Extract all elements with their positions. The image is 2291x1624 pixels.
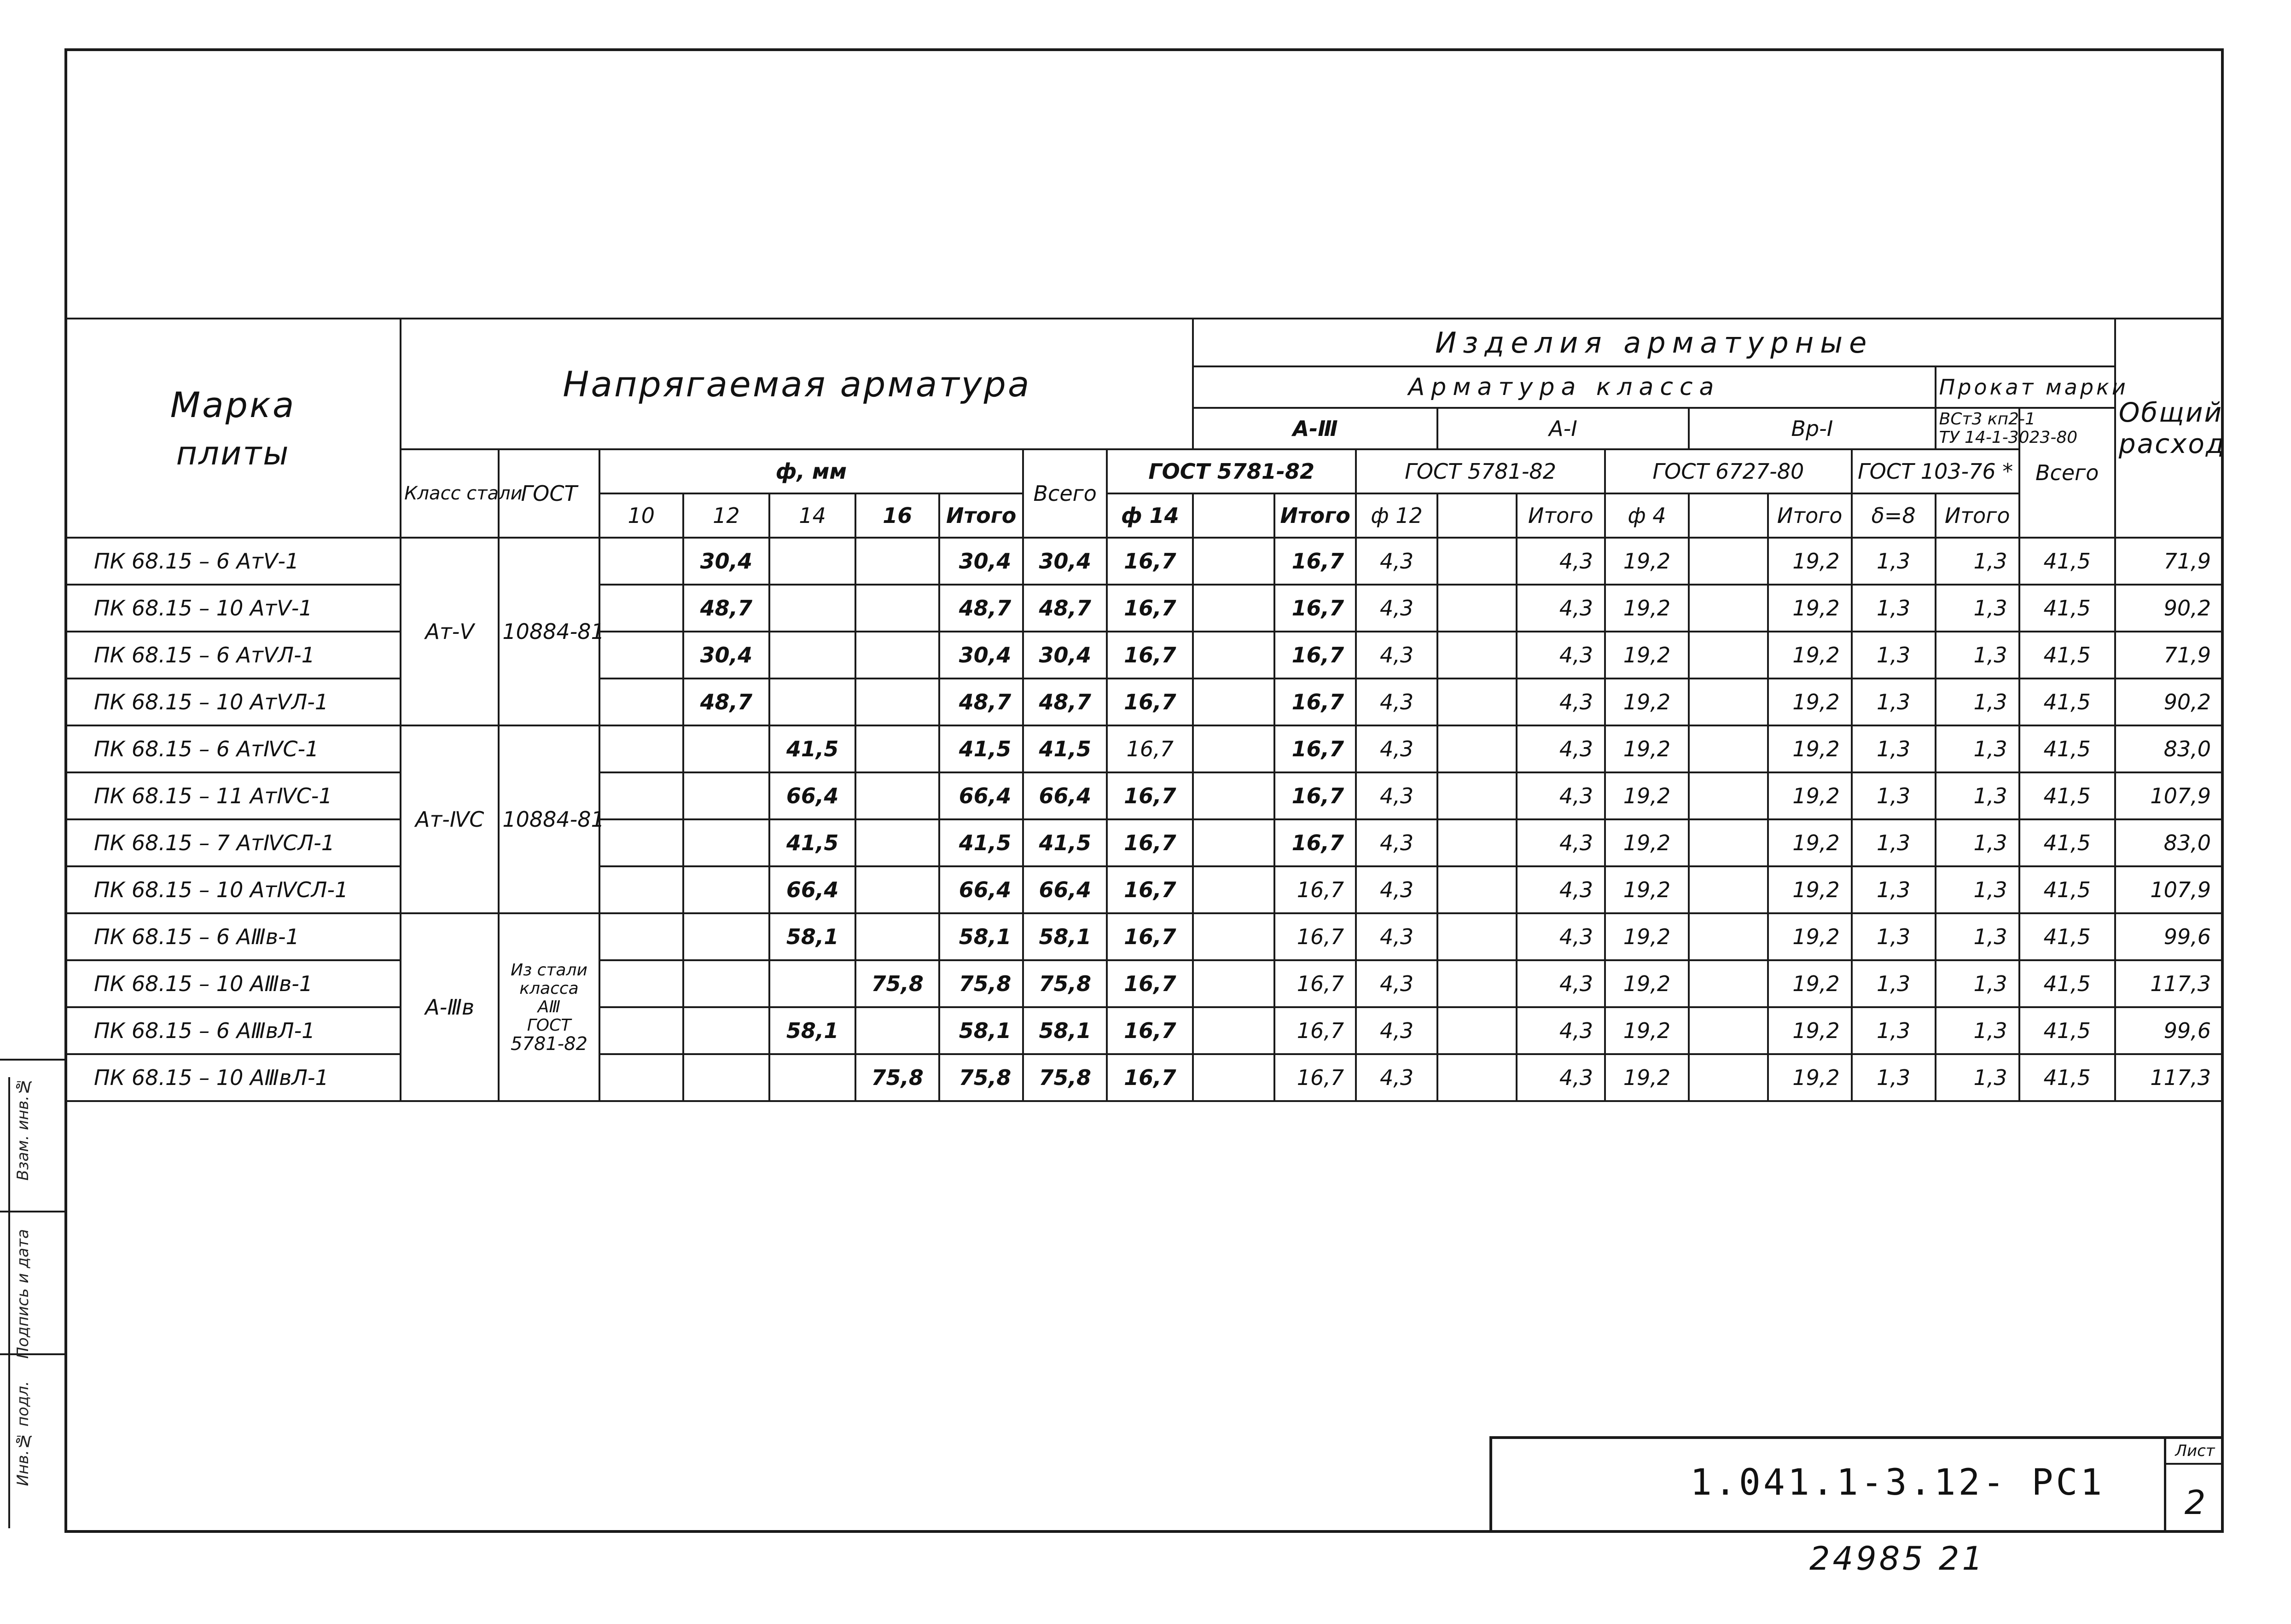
header-itogo-prokat: Итого bbox=[1936, 493, 2019, 538]
header-itogo-a1: Итого bbox=[1517, 493, 1605, 538]
group-klass: А-Ⅲв bbox=[401, 913, 499, 1101]
header-phi-mm: ф, мм bbox=[599, 449, 1023, 493]
header-phi4: ф 4 bbox=[1605, 493, 1689, 538]
table-row: ПК 68.15 – 10 АⅢв-1 75,8 75,8 75,8 16,7 16,7 4,3 4,3 19,2 19,2 1,3 1,3 41,5 117,3 bbox=[65, 960, 2223, 1007]
header-prokat-grade: ВСт3 кп2-1 ТУ 14-1-3023-80 bbox=[1936, 408, 2019, 449]
header-gost-prokat: ГОСТ 103-76 * bbox=[1852, 449, 2019, 493]
document-code: 1.041.1-3.12- РС1 bbox=[1690, 1462, 2105, 1503]
header-gost-a1: ГОСТ 5781-82 bbox=[1356, 449, 1605, 493]
header-vsego: Всего bbox=[2019, 408, 2115, 538]
header-gost-a3: ГОСТ 5781-82 bbox=[1107, 449, 1356, 493]
table-row: ПК 68.15 – 6 АтⅣС-1 Ат-ⅣС 10884-81 41,5 41,5 41,5 16,7 16,7 4,3 4,3 19,2 19,2 1,3 1,3 41,5 83,0 bbox=[65, 725, 2223, 772]
table-row: ПК 68.15 – 6 АⅢв-1 А-Ⅲв Из стали класса АⅢ ГОСТ 5781-82 58,1 58,1 58,1 16,7 16,7 4,3 4,3 19,2 19,2 1,3 1,3 41,5 99,6 bbox=[65, 913, 2223, 960]
sheet-box bbox=[2164, 1439, 2224, 1533]
header-klass-stali: Класс стали bbox=[401, 449, 499, 538]
group-gost: Из стали класса АⅢ ГОСТ 5781-82 bbox=[499, 913, 599, 1101]
sheet-number: 2 bbox=[2184, 1483, 2206, 1522]
table-row: ПК 68.15 – 6 АтⅤЛ-1 30,4 30,4 30,4 16,7 16,7 4,3 4,3 19,2 19,2 1,3 1,3 41,5 71,9 bbox=[65, 632, 2223, 679]
table-row: ПК 68.15 – 10 АⅢвЛ-1 75,8 75,8 75,8 16,7 16,7 4,3 4,3 19,2 19,2 1,3 1,3 41,5 117,3 bbox=[65, 1054, 2223, 1101]
header-armatura-klassa: Арматура класса bbox=[1193, 366, 1935, 408]
header-phi14: ф 14 bbox=[1107, 493, 1193, 538]
group-gost: 10884-81 bbox=[499, 725, 599, 913]
title-block bbox=[1489, 1436, 2224, 1533]
reinforcement-spec-table bbox=[64, 318, 2224, 1102]
header-class-bp1: Вр-Ⅰ bbox=[1689, 408, 1936, 449]
table-row: ПК 68.15 – 6 АтⅤ-1 Ат-Ⅴ 10884-81 30,4 30,4 30,4 16,7 16,7 4,3 4,3 19,2 19,2 1,3 1,3 41,5 71,9 bbox=[65, 538, 2223, 585]
header-a1-blank bbox=[1437, 493, 1517, 538]
header-vsego-prestressed: Всего bbox=[1023, 449, 1107, 538]
header-prestressed: Напрягаемая арматура bbox=[401, 319, 1193, 449]
header-products: Изделия арматурные bbox=[1193, 319, 2115, 366]
group-klass: Ат-Ⅴ bbox=[401, 538, 499, 725]
inventory-number: 24985 21 bbox=[1809, 1540, 1986, 1578]
side-label-sign: Подпись и дата bbox=[14, 1229, 32, 1359]
header-marka: Марка плиты bbox=[65, 319, 401, 538]
header-d14: 14 bbox=[769, 493, 855, 538]
header-delta8: δ=8 bbox=[1852, 493, 1936, 538]
sheet-label: Лист bbox=[2166, 1442, 2224, 1465]
table-row: ПК 68.15 – 11 АтⅣС-1 66,4 66,4 66,4 16,7 16,7 4,3 4,3 19,2 19,2 1,3 1,3 41,5 107,9 bbox=[65, 772, 2223, 819]
header-obshchiy: Общий расход bbox=[2115, 319, 2223, 538]
header-phi12: ф 12 bbox=[1356, 493, 1437, 538]
table-row: ПК 68.15 – 10 АтⅣСЛ-1 66,4 66,4 66,4 16,7 16,7 4,3 4,3 19,2 19,2 1,3 1,3 41,5 107,9 bbox=[65, 866, 2223, 913]
header-d10: 10 bbox=[599, 493, 683, 538]
header-itogo-bp1: Итого bbox=[1768, 493, 1852, 538]
header-bp1-blank bbox=[1689, 493, 1768, 538]
header-a3-blank bbox=[1193, 493, 1274, 538]
header-class-a3: А-Ⅲ bbox=[1193, 408, 1437, 449]
header-prokat-marki: Прокат марки bbox=[1936, 366, 2115, 408]
header-itogo: Итого bbox=[939, 493, 1023, 538]
table-row: ПК 68.15 – 10 АтⅤЛ-1 48,7 48,7 48,7 16,7 16,7 4,3 4,3 19,2 19,2 1,3 1,3 41,5 90,2 bbox=[65, 679, 2223, 725]
table-row: ПК 68.15 – 10 АтⅤ-1 48,7 48,7 48,7 16,7 16,7 4,3 4,3 19,2 19,2 1,3 1,3 41,5 90,2 bbox=[65, 585, 2223, 632]
header-d16: 16 bbox=[855, 493, 939, 538]
side-label-replace: Взам. инв.№ bbox=[14, 1077, 32, 1181]
header-d12: 12 bbox=[683, 493, 769, 538]
group-gost: 10884-81 bbox=[499, 538, 599, 725]
header-gost: ГОСТ bbox=[499, 449, 599, 538]
table-row: ПК 68.15 – 6 АⅢвЛ-1 58,1 58,1 58,1 16,7 16,7 4,3 4,3 19,2 19,2 1,3 1,3 41,5 99,6 bbox=[65, 1007, 2223, 1054]
side-binding-strip bbox=[0, 1059, 64, 1533]
header-class-a1: А-Ⅰ bbox=[1437, 408, 1689, 449]
table-row: ПК 68.15 – 7 АтⅣСЛ-1 41,5 41,5 41,5 16,7 16,7 4,3 4,3 19,2 19,2 1,3 1,3 41,5 83,0 bbox=[65, 819, 2223, 866]
side-label-inv: Инв.№ подл. bbox=[14, 1381, 32, 1486]
header-gost-bp1: ГОСТ 6727-80 bbox=[1605, 449, 1852, 493]
header-itogo-a3: Итого bbox=[1274, 493, 1356, 538]
group-klass: Ат-ⅣС bbox=[401, 725, 499, 913]
